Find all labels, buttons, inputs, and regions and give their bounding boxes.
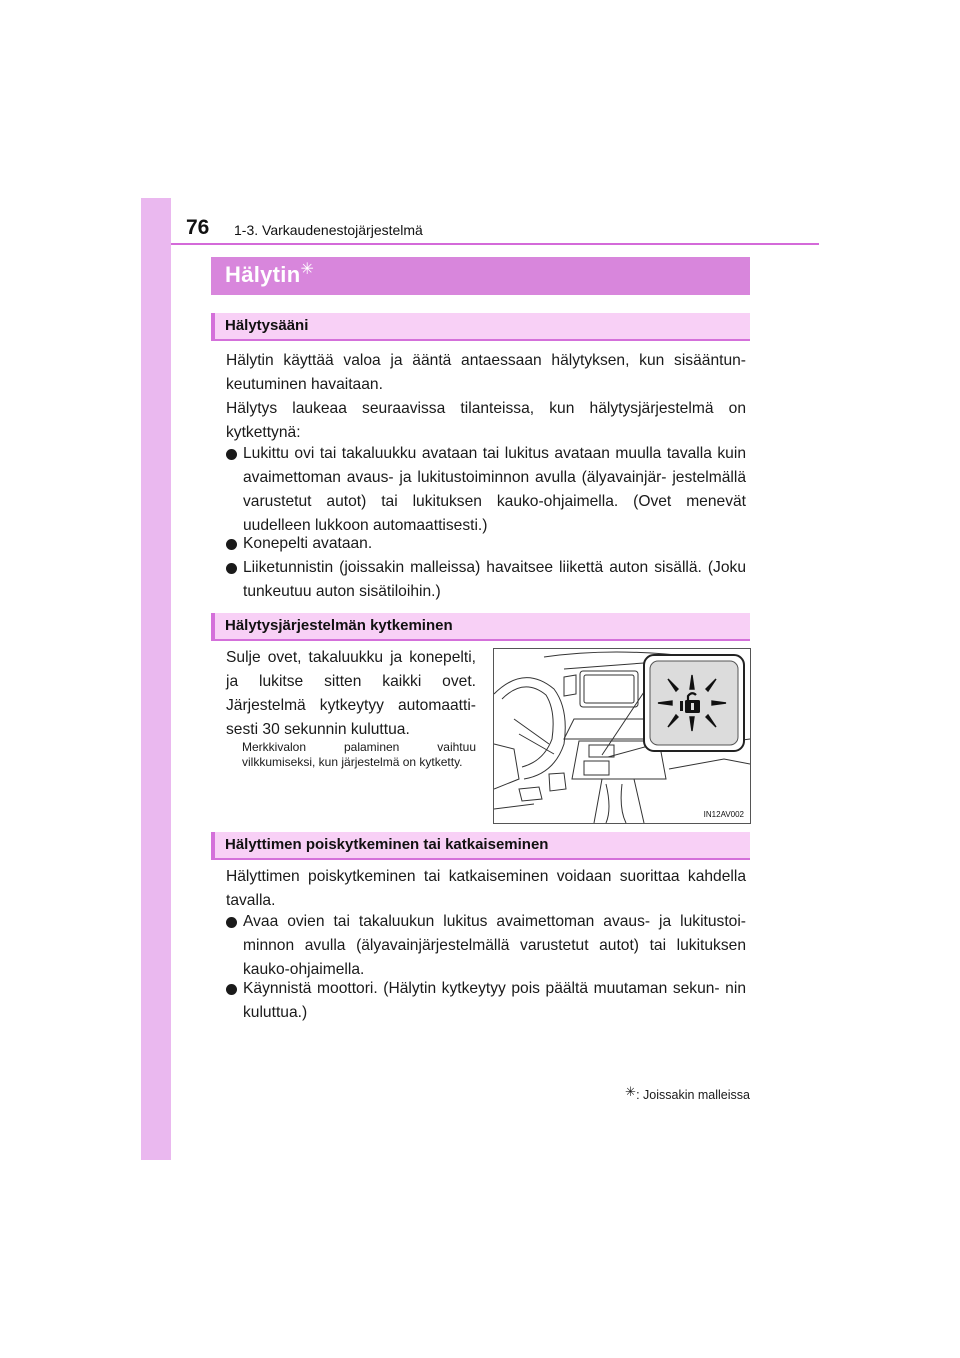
list-item	[226, 556, 746, 604]
dashboard-drawing	[494, 649, 750, 823]
alarm-intro: Hälytin käyttää valoa ja ääntä antaessaan hälytyksen, kun sisääntun- keutuminen havaitaan.	[226, 352, 746, 393]
header-rule	[171, 243, 819, 245]
subheading-accent	[211, 832, 215, 858]
footnote-text: : Joissakin malleissa	[636, 1088, 750, 1102]
dashboard-illustration	[493, 648, 751, 824]
list-item	[226, 977, 746, 1025]
list-item	[226, 532, 746, 556]
arming-instructions: Sulje ovet, takaluukku ja konepelti, ja lukitse sitten kaikki ovet. Järjestelmä kytkeytyy automaatti- sesti 30 sekunnin kuluttua.	[226, 649, 476, 738]
disarming-intro: Hälyttimen poiskytkeminen tai katkaiseminen voidaan suorittaa kahdella tavalla.	[226, 868, 746, 909]
side-band	[141, 198, 171, 1160]
list-item-text: Konepelti avataan.	[243, 535, 373, 552]
subheading-text: Hälyttimen poiskytkeminen tai katkaiseminen	[225, 836, 549, 853]
bullet-icon	[226, 917, 237, 928]
bullet-icon	[226, 563, 237, 574]
subheading-disarming	[211, 832, 750, 860]
page-title	[225, 262, 314, 288]
list-item	[226, 910, 746, 982]
asterisk-icon: ✳	[625, 1084, 637, 1099]
chapter-label: 1-3. Varkaudenestojärjestelmä	[234, 222, 423, 238]
bullet-icon	[226, 539, 237, 550]
list-item-text: Käynnistä moottori. (Hälytin kytkeytyy pois päältä muutaman sekun- nin kuluttua.)	[243, 980, 746, 1021]
page-title-text: Hälytin	[225, 262, 301, 287]
list-item-text: Lukittu ovi tai takaluukku avataan tai lukitus avataan muulla tavalla kuin avaimettoman avaus- ja lukitustoiminnon avulla (älyavainjär- jestelmällä varustetut autot) tai lukituksen kauko-ohjaimella. (Ovet menevät uudelleen lukkoon automaattisesti.)	[243, 445, 746, 534]
page-title-bar	[211, 257, 750, 295]
asterisk-icon: ✳	[300, 261, 315, 278]
figure-code: IN12AV002	[703, 810, 744, 819]
list-item-text: Liiketunnistin (joissakin malleissa) havaitsee liikettä auton sisällä. (Joku tunkeutuu auton sisätiloihin.)	[243, 559, 746, 600]
arming-note: Merkkivalon palaminen vaihtuu vilkkumiseksi, kun järjestelmä on kytketty.	[242, 740, 476, 769]
subheading-text: Hälytysääni	[225, 317, 309, 334]
list-item	[226, 442, 746, 538]
subheading-text: Hälytysjärjestelmän kytkeminen	[225, 617, 453, 634]
subheading-accent	[211, 613, 215, 639]
alarm-trigger-intro: Hälytys laukeaa seuraavissa tilanteissa, kun hälytysjärjestelmä on kytkettynä:	[226, 400, 746, 441]
subheading-alarm-sound	[211, 313, 750, 341]
bullet-icon	[226, 449, 237, 460]
bullet-icon	[226, 984, 237, 995]
footnote	[620, 1084, 750, 1103]
subheading-accent	[211, 313, 215, 339]
list-item-text: Avaa ovien tai takaluukun lukitus avaimettoman avaus- ja lukitustoi- minnon avulla (älyavainjärjestelmällä varustetut autot) tai lukituksen kauko-ohjaimella.	[243, 913, 746, 978]
subheading-arming	[211, 613, 750, 641]
page-number: 76	[186, 216, 210, 239]
